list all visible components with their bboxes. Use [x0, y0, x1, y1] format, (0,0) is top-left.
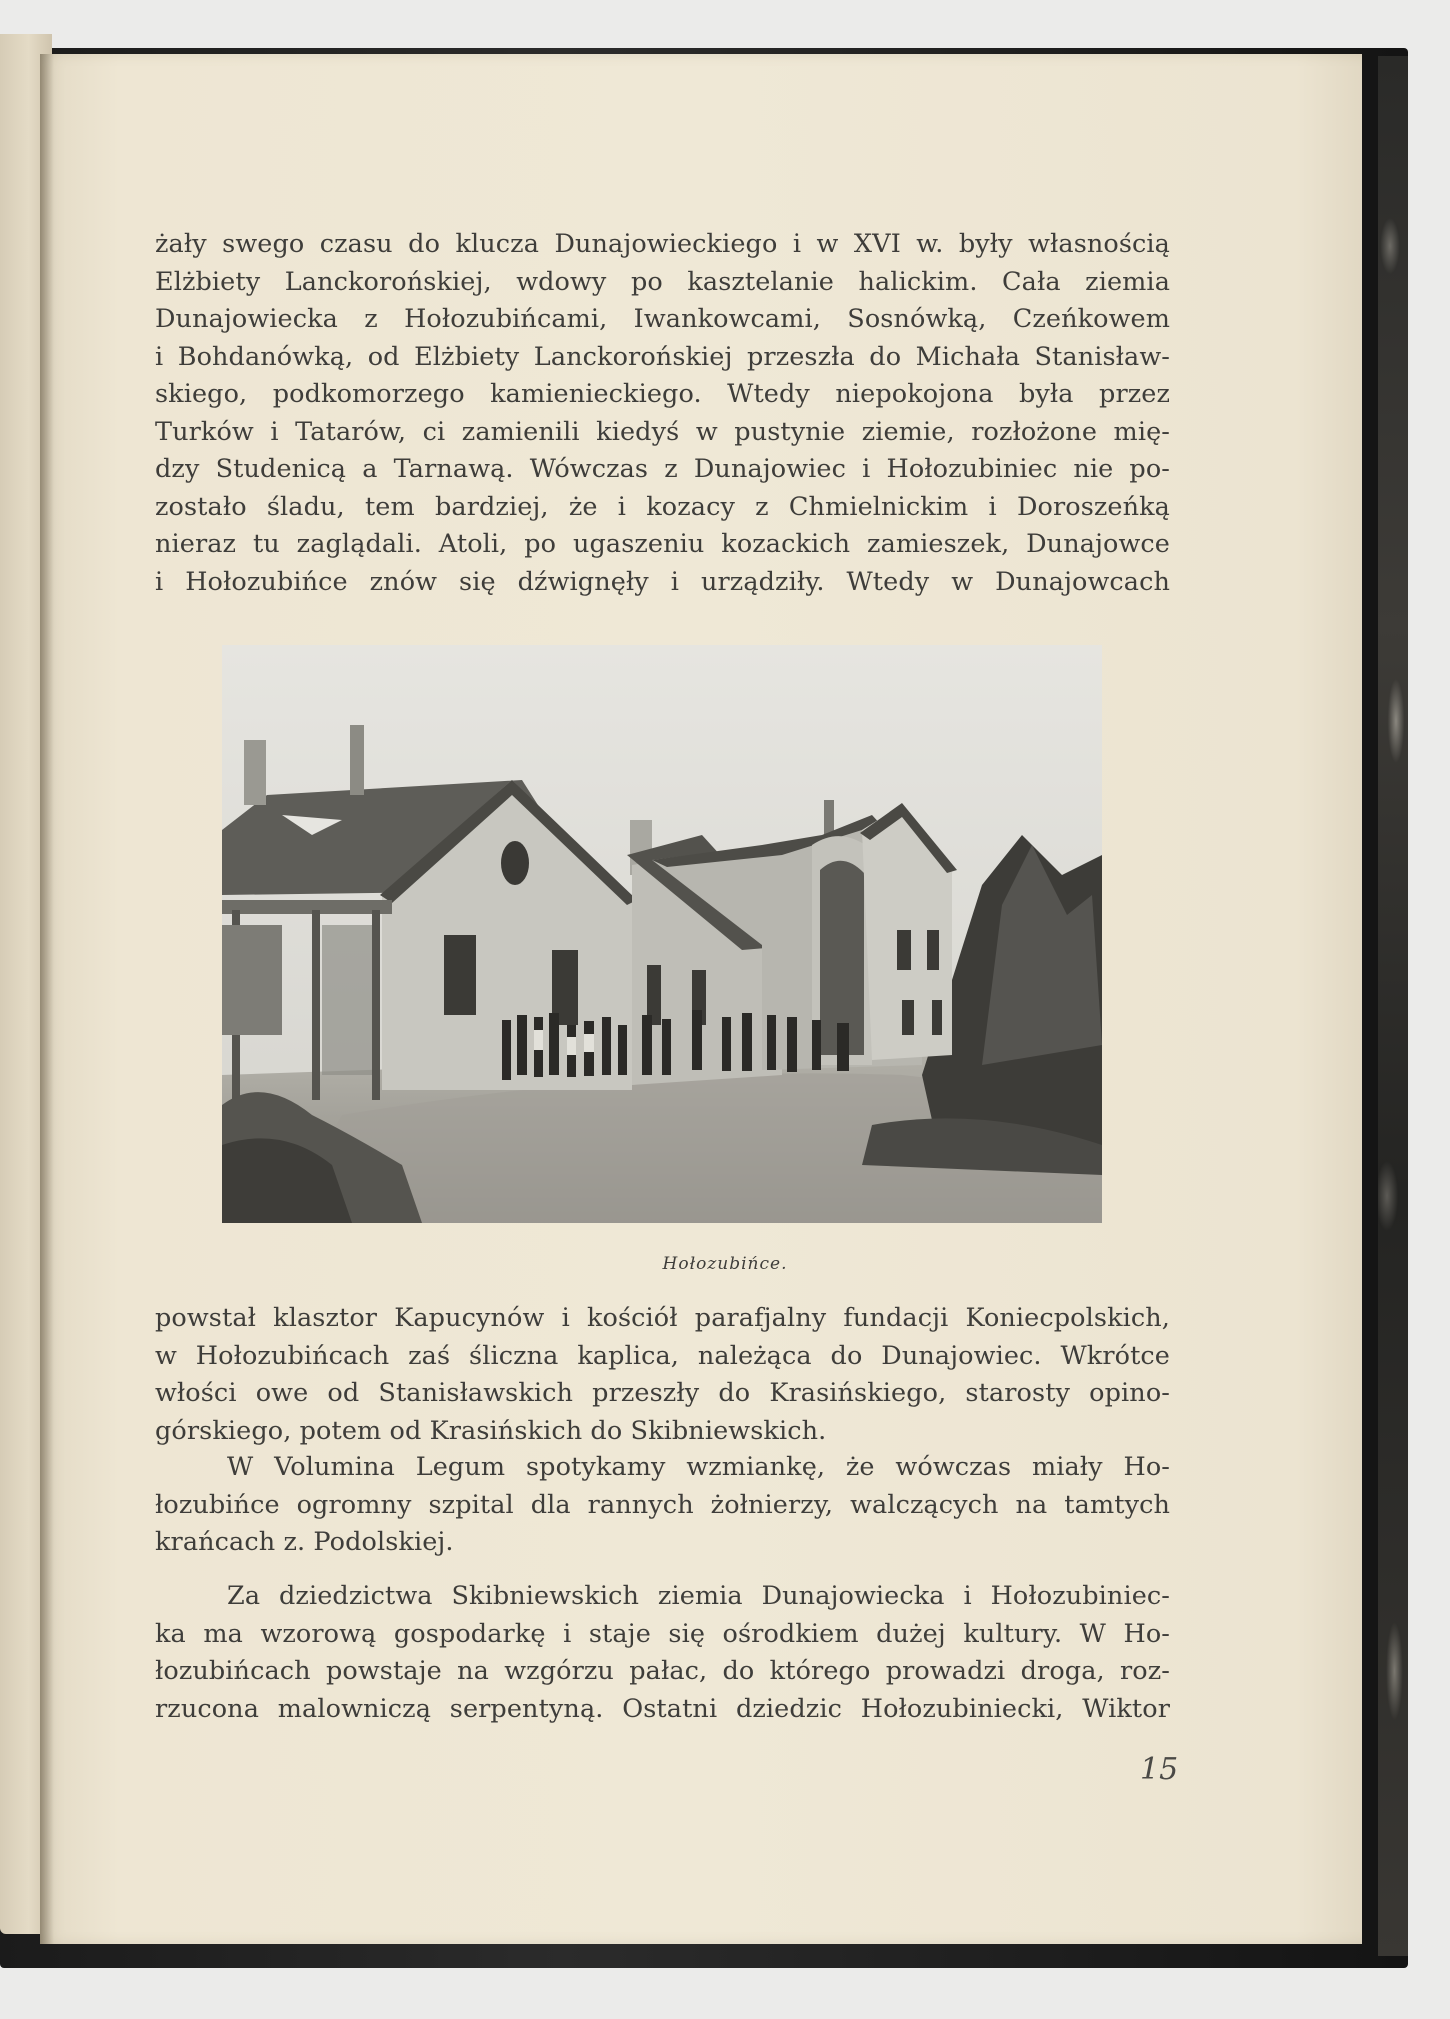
text-line: łozubińcach powstaje na wzgórzu pałac, do którego prowadzi droga, roz- [155, 1656, 1170, 1686]
manor-photograph [222, 645, 1102, 1223]
marbled-page-edge [1378, 56, 1408, 1956]
text-line: Turków i Tatarów, ci zamienili kiedyś w pustynie ziemie, rozłożone mię- [155, 416, 1170, 447]
paragraph-1 [155, 226, 1170, 601]
text-line: nieraz tu zaglądali. Atoli, po ugaszeniu kozackich zamieszek, Dunajowce [155, 529, 1170, 559]
paragraph-4 [155, 1578, 1170, 1728]
manor-photo-illustration [222, 645, 1102, 1223]
text-line: włości owe od Stanisławskich przeszły do Krasińskiego, starosty opino- [155, 1378, 1170, 1408]
text-line: łozubińce ogromny szpital dla rannych żołnierzy, walczących na tamtych [155, 1489, 1170, 1520]
text-line: ka ma wzorową gospodarkę i staje się ośrodkiem dużej kultury. W Ho- [155, 1618, 1170, 1649]
text-line: krańcach z. Podolskiej. [155, 1527, 454, 1557]
text-line: skiego, podkomorzego kamienieckiego. Wtedy niepokojona była przez [155, 379, 1170, 409]
page-number: 15 [1140, 1752, 1179, 1787]
paragraph-3 [155, 1449, 1170, 1562]
text-line: górskiego, potem od Krasińskich do Skibniewskich. [155, 1415, 827, 1446]
text-line: powstał klasztor Kapucynów i kościół parafjalny fundacji Koniecpolskich, [155, 1303, 1170, 1333]
paragraph-2 [155, 1300, 1170, 1450]
text-line: dzy Studenicą a Tarnawą. Wówczas z Dunajowiec i Hołozubiniec nie po- [155, 454, 1170, 484]
text-line: rzucona malowniczą serpentyną. Ostatni dziedzic Hołozubiniecki, Wiktor [155, 1693, 1170, 1724]
text-line: W Volumina Legum spotykamy wzmiankę, że wówczas miały Ho- [227, 1452, 1170, 1482]
figure-caption: Hołozubińce. [662, 1254, 788, 1274]
text-line: w Hołozubińcach zaś śliczna kaplica, należąca do Dunajowiec. Wkrótce [155, 1340, 1170, 1371]
text-line: Dunajowiecka z Hołozubińcami, Iwankowcami, Sosnówką, Czeńkowem [155, 304, 1170, 334]
gutter-shadow [40, 54, 54, 1944]
text-line: Za dziedzictwa Skibniewskich ziemia Dunajowiecka i Hołozubiniec- [227, 1581, 1170, 1611]
text-line: zostało śladu, tem bardziej, że i kozacy z Chmielnickim i Doroszeńką [155, 491, 1170, 522]
text-line: i Bohdanówką, od Elżbiety Lanckorońskiej przeszła do Michała Stanisław- [155, 341, 1170, 372]
text-line: i Hołozubińce znów się dźwignęły i urządziły. Wtedy w Dunajowcach [155, 566, 1170, 597]
text-line: Elżbiety Lanckorońskiej, wdowy po kasztelanie halickim. Cała ziemia [155, 266, 1170, 297]
text-line: żały swego czasu do klucza Dunajowieckiego i w XVI w. były własnością [155, 229, 1170, 259]
